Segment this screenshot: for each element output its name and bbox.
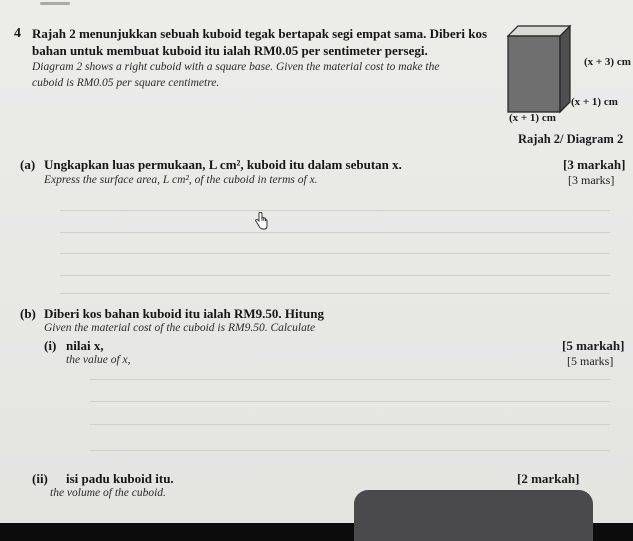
part-b-ii-ms-text: isi padu kuboid itu. xyxy=(66,471,174,486)
part-b-i-ms-text: nilai x, xyxy=(66,338,104,353)
hand-cursor-icon xyxy=(254,212,268,230)
answer-line xyxy=(90,450,610,451)
part-b-ms-text: Diberi kos bahan kuboid itu ialah RM9.50. Hitung xyxy=(44,306,324,321)
cuboid-side-face xyxy=(560,26,570,112)
part-a-ms-text: Ungkapkan luas permukaan, L cm², kuboid itu dalam sebutan x. xyxy=(44,157,402,172)
width-label: (x + 1) cm xyxy=(509,112,556,124)
intro-ms-line-2: bahan untuk membuat kuboid itu ialah RM0.05 per sentimeter persegi. xyxy=(32,43,428,58)
answer-line xyxy=(90,401,610,402)
part-b-i-en-text: the value of x, xyxy=(66,354,131,366)
answer-line xyxy=(90,379,610,380)
bottom-overlay-panel xyxy=(354,490,593,541)
answer-line xyxy=(60,275,610,276)
part-b-ii-en-text: the volume of the cuboid. xyxy=(50,487,166,499)
part-b-i-marks-en: [5 marks] xyxy=(567,354,614,368)
scan-mark xyxy=(40,2,70,5)
intro-en-line-2: cuboid is RM0.05 per square centimetre. xyxy=(32,77,220,89)
height-label: (x + 3) cm xyxy=(584,56,631,68)
intro-ms-line-1: Rajah 2 menunjukkan sebuah kuboid tegak bertapak segi empat sama. Diberi kos xyxy=(32,26,488,41)
part-b-ii-marks-ms: [2 markah] xyxy=(517,471,580,486)
depth-label: (x + 1) cm xyxy=(571,96,618,108)
part-b-en-text: Given the material cost of the cuboid is RM9.50. Calculate xyxy=(44,322,316,334)
part-b-label: (b) xyxy=(20,306,36,321)
answer-line xyxy=(60,210,610,211)
part-a-marks-en: [3 marks] xyxy=(568,173,615,187)
part-b-i-marks-ms: [5 markah] xyxy=(562,338,625,353)
question-number: 4 xyxy=(14,26,21,41)
cuboid-diagram xyxy=(500,22,580,120)
part-b-ii-label: (ii) xyxy=(32,471,48,486)
part-b-i-label: (i) xyxy=(44,338,57,353)
answer-line xyxy=(90,424,610,425)
part-a-en-text: Express the surface area, L cm², of the cuboid in terms of x. xyxy=(44,174,318,186)
cuboid-front-face xyxy=(508,36,560,112)
answer-line xyxy=(60,293,610,294)
answer-line xyxy=(60,253,610,254)
intro-en-line-1: Diagram 2 shows a right cuboid with a square base. Given the material cost to make the xyxy=(32,61,440,73)
diagram-caption: Rajah 2/ Diagram 2 xyxy=(518,132,624,146)
answer-line xyxy=(60,232,610,233)
part-a-label: (a) xyxy=(20,157,36,172)
part-a-marks-ms: [3 markah] xyxy=(563,157,626,172)
